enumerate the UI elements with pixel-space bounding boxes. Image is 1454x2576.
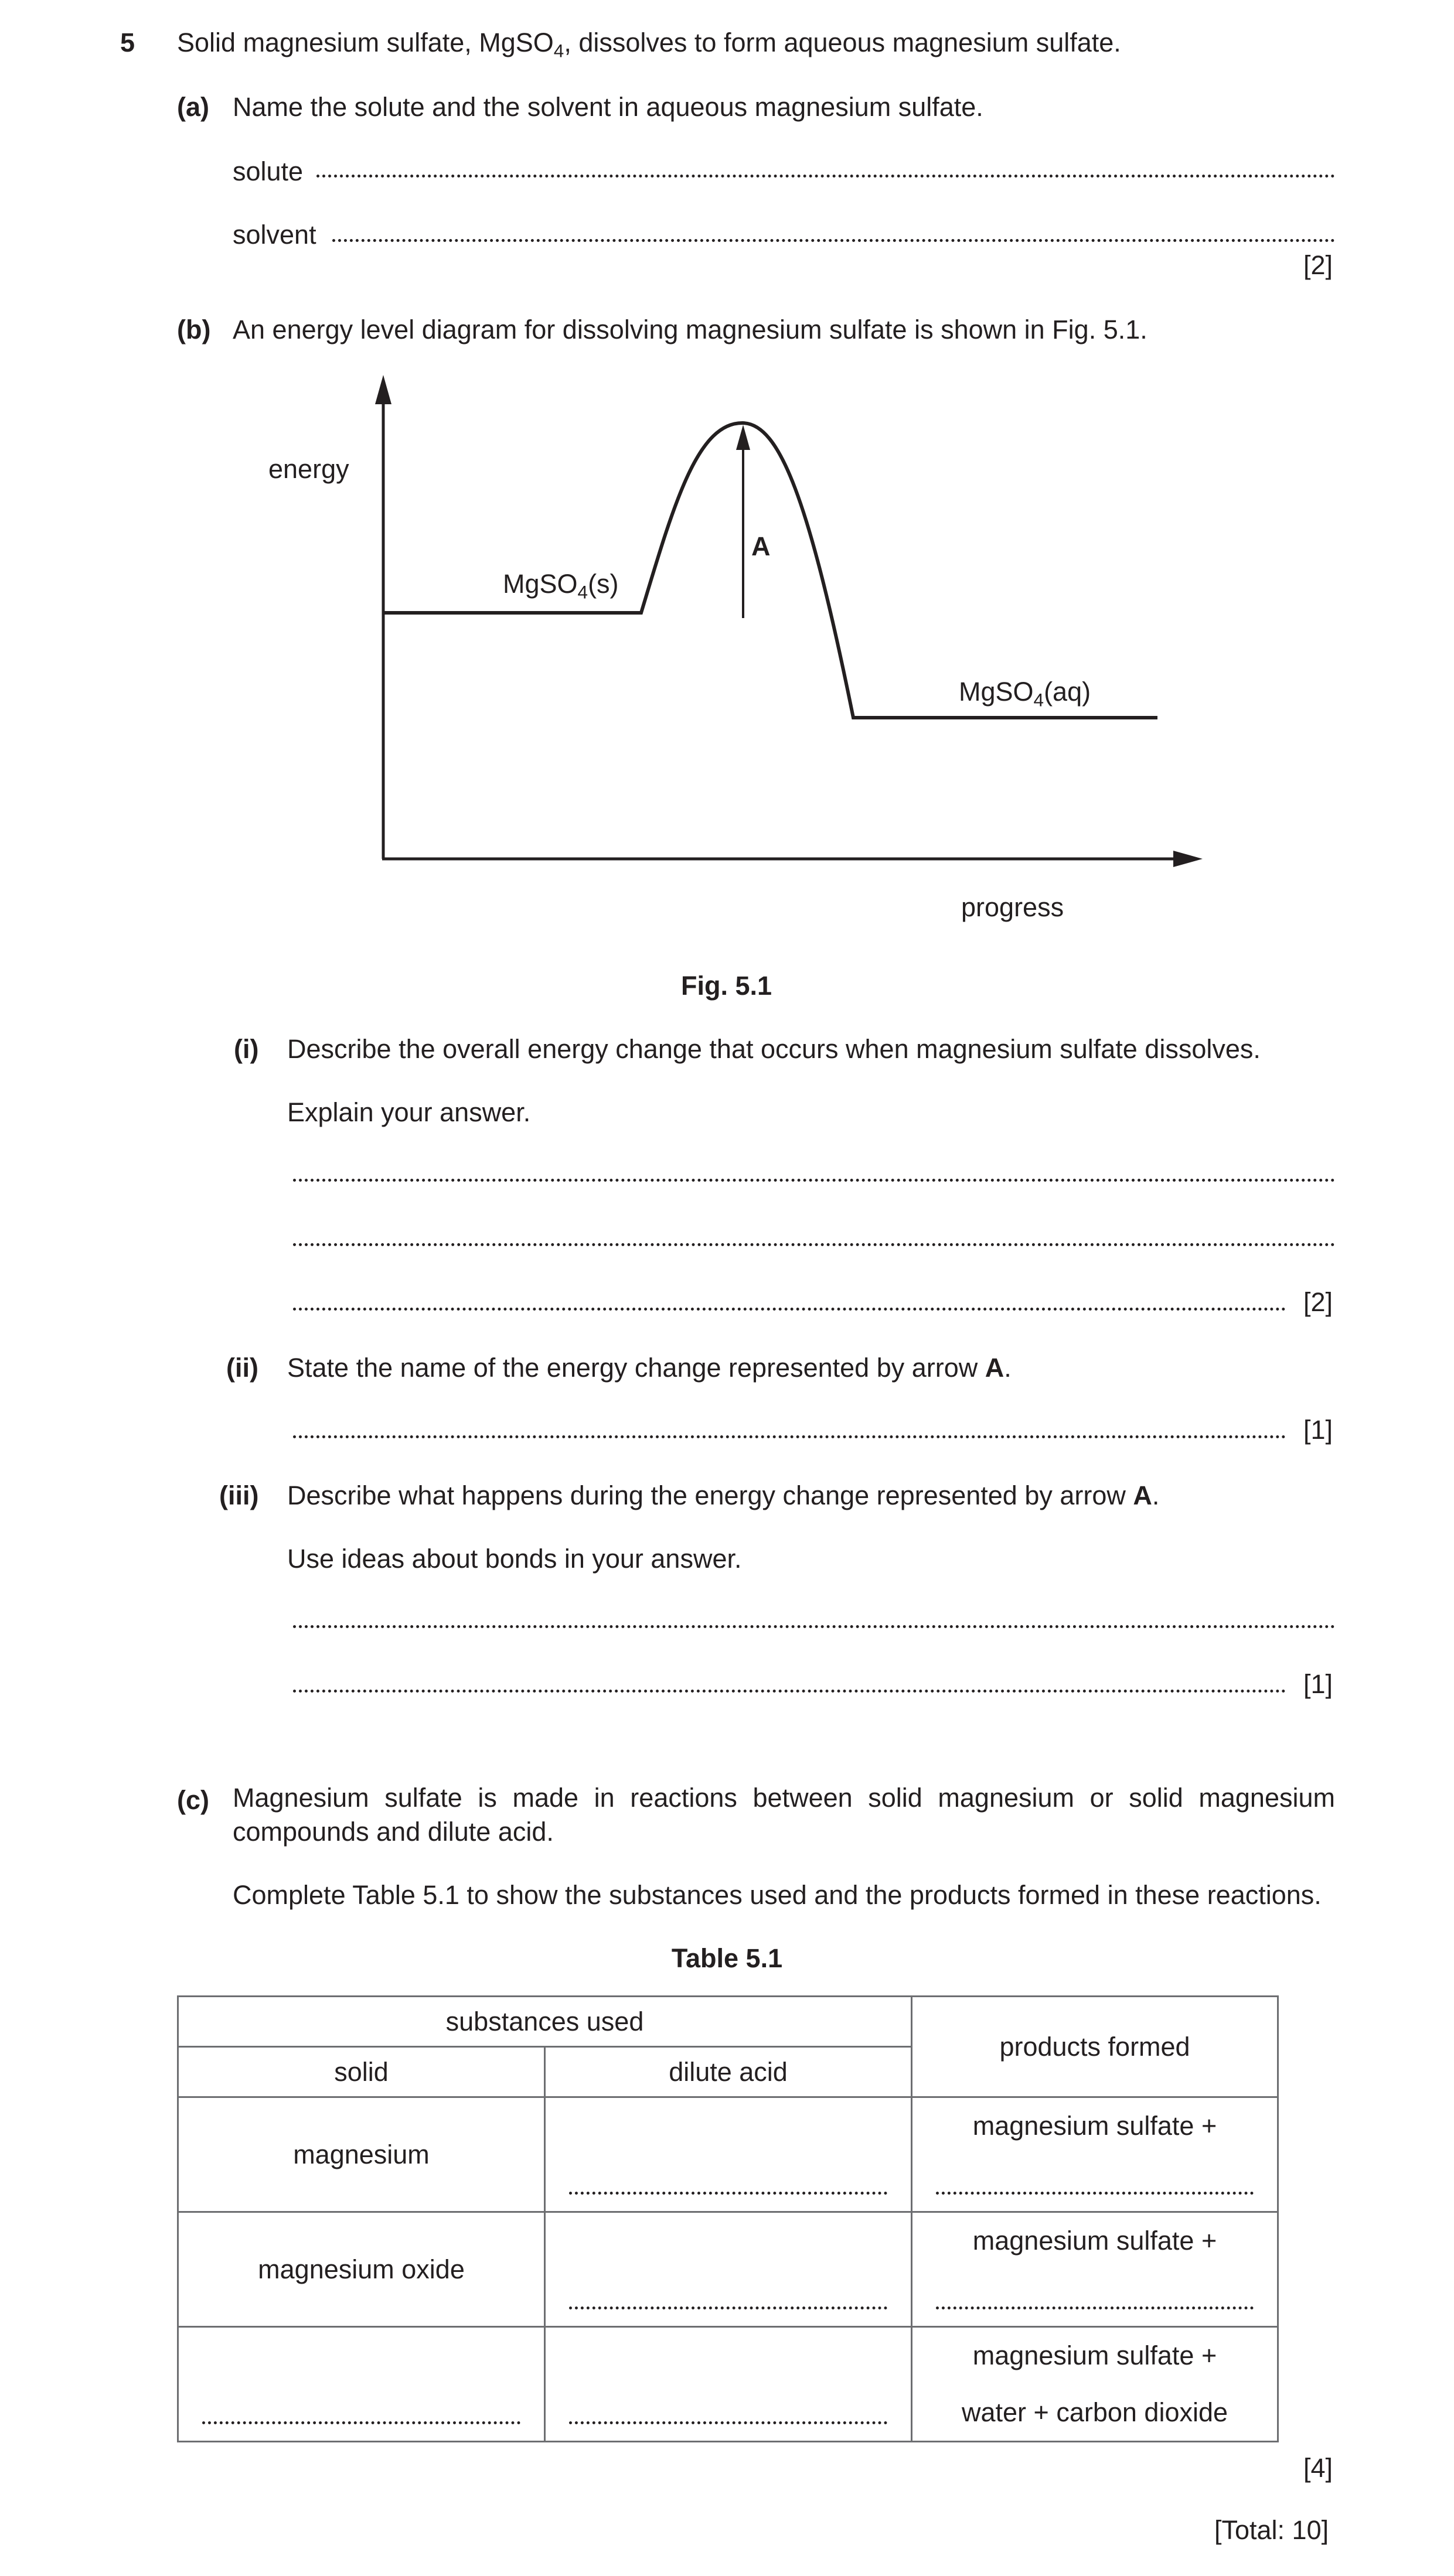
question-number: 5 — [120, 28, 135, 57]
header-substances-used: substances used — [178, 1997, 912, 2047]
part-b-ii-marks: [1] — [1303, 1415, 1333, 1445]
solvent-label: solvent — [233, 220, 316, 250]
row3-products — [912, 2327, 1278, 2442]
part-b-ii-text — [287, 1354, 1012, 1381]
part-a-label: (a) — [177, 92, 209, 122]
row2-solid-text: magnesium oxide — [258, 2254, 465, 2284]
reactant-formula: MgSO — [503, 569, 578, 599]
part-b-iii-marks: [1] — [1303, 1669, 1333, 1699]
table-5-1 — [177, 1995, 1279, 2442]
part-b-iii-answer-line-2[interactable] — [293, 1690, 1286, 1693]
row3-products-text: magnesium sulfate + — [972, 2340, 1217, 2370]
part-c-text: Magnesium sulfate is made in reactions between solid magnesium or solid magnesium compounds and dilute acid. — [233, 1783, 1335, 1847]
part-c-marks: [4] — [1303, 2453, 1333, 2483]
part-b-iii-text — [287, 1482, 1159, 1509]
part-a-text: Name the solute and the solvent in aqueous magnesium sulfate. — [233, 92, 983, 122]
part-b-ii-label: (ii) — [226, 1353, 258, 1383]
part-b-iii-text2: Use ideas about bonds in your answer. — [287, 1544, 742, 1574]
energy-axis-label: energy — [268, 454, 349, 484]
part-b-iii-text-pre: Describe what happens during the energy change represented by arrow — [287, 1480, 1133, 1510]
part-b-i-text2: Explain your answer. — [287, 1097, 531, 1127]
row1-acid — [545, 2097, 912, 2212]
header-dilute-acid: dilute acid — [545, 2047, 912, 2097]
figure-caption: Fig. 5.1 — [681, 971, 772, 1001]
progress-axis-arrowhead — [1173, 851, 1203, 867]
part-b-iii-label: (iii) — [219, 1480, 259, 1510]
intro-text-post: , dissolves to form aqueous magnesium sulfate. — [564, 28, 1121, 57]
total-marks: [Total: 10] — [1214, 2515, 1329, 2545]
part-b-i-answer-line-1[interactable] — [293, 1179, 1335, 1182]
reactant-label — [503, 569, 619, 603]
row1-products-text: magnesium sulfate + — [972, 2111, 1217, 2141]
energy-axis-arrowhead — [375, 375, 391, 404]
table-row — [178, 2212, 1278, 2327]
part-b-i-answer-line-3[interactable] — [293, 1308, 1286, 1311]
part-b-iii-answer-line-1[interactable] — [293, 1625, 1335, 1628]
part-a-marks: [2] — [1303, 250, 1333, 280]
part-b-iii-arrow-ref: A — [1133, 1480, 1152, 1510]
part-b-i-answer-line-2[interactable] — [293, 1243, 1335, 1246]
reactant-subscript: 4 — [577, 581, 588, 603]
row3-acid-answer-line[interactable] — [569, 2421, 887, 2424]
table-row — [178, 2097, 1278, 2212]
part-b-ii-arrow-ref: A — [985, 1353, 1004, 1383]
product-subscript: 4 — [1033, 689, 1044, 711]
row3-products-text-2: water + carbon dioxide — [962, 2397, 1228, 2427]
row2-products-text: magnesium sulfate + — [972, 2226, 1217, 2256]
energy-level-diagram — [0, 0, 1454, 996]
header-solid: solid — [178, 2047, 545, 2097]
row2-solid — [178, 2212, 545, 2327]
part-c-label: (c) — [177, 1785, 209, 1815]
part-b-ii-text-pre: State the name of the energy change represented by arrow — [287, 1353, 985, 1383]
row1-products-answer-line[interactable] — [936, 2192, 1254, 2195]
product-formula: MgSO — [959, 677, 1034, 707]
table-title: Table 5.1 — [671, 1943, 783, 1973]
header-products-formed: products formed — [912, 1997, 1278, 2097]
row1-acid-answer-line[interactable] — [569, 2192, 887, 2195]
row2-acid — [545, 2212, 912, 2327]
part-b-iii-text-post: . — [1152, 1480, 1160, 1510]
part-c-text2: Complete Table 5.1 to show the substances used and the products formed in these reactions. — [233, 1880, 1322, 1910]
part-b-ii-answer-line[interactable] — [293, 1435, 1286, 1438]
part-b-i-marks: [2] — [1303, 1287, 1333, 1317]
reaction-profile-curve — [383, 423, 1157, 718]
row1-solid — [178, 2097, 545, 2212]
part-b-i-label: (i) — [234, 1034, 259, 1064]
row1-solid-text: magnesium — [293, 2139, 430, 2169]
part-b-i-text: Describe the overall energy change that occurs when magnesium sulfate dissolves. — [287, 1034, 1261, 1064]
product-label — [959, 677, 1091, 711]
intro-text-pre: Solid magnesium sulfate, MgSO — [177, 28, 554, 57]
reactant-state: (s) — [588, 569, 619, 599]
part-b-ii-text-post: . — [1004, 1353, 1012, 1383]
progress-axis-label: progress — [961, 892, 1064, 922]
part-b-text: An energy level diagram for dissolving magnesium sulfate is shown in Fig. 5.1. — [233, 315, 1147, 344]
table-row — [178, 2327, 1278, 2442]
row2-products — [912, 2212, 1278, 2327]
row3-solid-answer-line[interactable] — [202, 2421, 520, 2424]
row3-solid — [178, 2327, 545, 2442]
row1-products — [912, 2097, 1278, 2212]
intro-subscript: 4 — [553, 40, 564, 62]
arrow-a-label: A — [751, 531, 771, 561]
row2-acid-answer-line[interactable] — [569, 2307, 887, 2309]
product-state: (aq) — [1044, 677, 1091, 707]
row3-acid — [545, 2327, 912, 2442]
arrow-a-head — [736, 425, 750, 450]
solute-label: solute — [233, 156, 304, 186]
part-b-label: (b) — [177, 315, 211, 344]
row2-products-answer-line[interactable] — [936, 2307, 1254, 2309]
